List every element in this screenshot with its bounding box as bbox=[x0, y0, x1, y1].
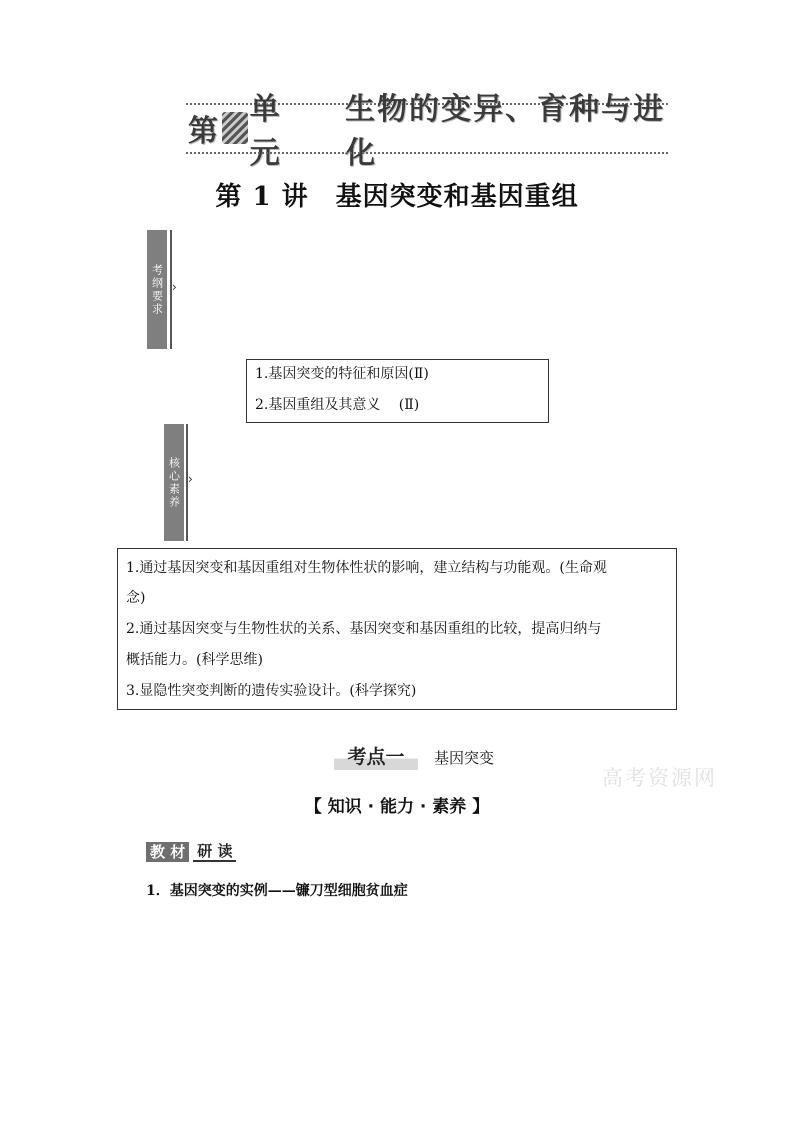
competency-line: 念) bbox=[126, 590, 146, 606]
section-bracket-title: 【 知识 · 能力 · 素养 】 bbox=[304, 797, 490, 817]
section-heading: 1．基因突变的实例——镰刀型细胞贫血症 bbox=[146, 883, 408, 899]
unit-topic: 生物的变异、育种与进化 bbox=[345, 92, 666, 171]
topic-label: 考点一 bbox=[334, 744, 418, 770]
tab-hexin bbox=[164, 424, 184, 541]
competencies-box bbox=[117, 548, 677, 710]
requirement-item: 2.基因重组及其意义 (Ⅱ) bbox=[255, 397, 420, 413]
tab-kaogang-label: 考纲要求 bbox=[150, 263, 164, 316]
competency-line: 概括能力。(科学思维) bbox=[126, 652, 263, 668]
competency-line: 2.通过基因突变与生物性状的关系、基因突变和基因重组的比较，提高归纳与 bbox=[126, 621, 602, 637]
requirement-item: 1.基因突变的特征和原因(Ⅱ) bbox=[255, 366, 429, 382]
header-bottom-rule bbox=[186, 152, 668, 154]
chevron-right-icon: › bbox=[188, 472, 193, 486]
unit-suffix: 单元 bbox=[249, 92, 282, 171]
jiaocai-part2: 研 读 bbox=[193, 842, 236, 862]
unit-title bbox=[188, 92, 668, 171]
competency-line: 1.通过基因突变和基因重组对生物体性状的影响，建立结构与功能观。(生命观 bbox=[126, 560, 607, 576]
topic-name: 基因突变 bbox=[434, 749, 495, 767]
unit-number-glyph bbox=[222, 112, 248, 144]
chevron-right-icon: › bbox=[172, 280, 177, 294]
jiaocai-label bbox=[146, 842, 236, 862]
requirements-box bbox=[246, 359, 549, 423]
competency-line: 3.显隐性突变判断的遗传实验设计。(科学探究) bbox=[126, 683, 417, 699]
tab-hexin-label: 核心素养 bbox=[167, 456, 181, 509]
lecture-title: 第 1 讲 基因突变和基因重组 bbox=[215, 182, 579, 212]
watermark: 高考资源网 bbox=[602, 766, 717, 790]
jiaocai-part1: 教 材 bbox=[146, 842, 189, 862]
unit-prefix: 第 bbox=[188, 114, 220, 149]
tab-kaogang bbox=[147, 230, 167, 349]
